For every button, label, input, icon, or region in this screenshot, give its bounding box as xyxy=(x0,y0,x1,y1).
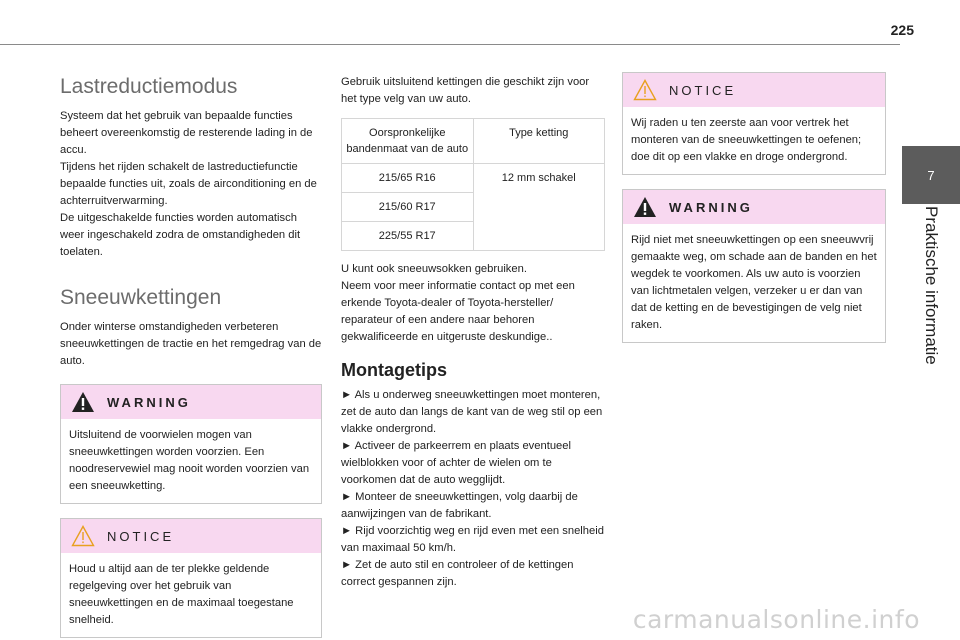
chains-usage-text: Gebruik uitsluitend kettingen die geschikt zijn voor het type velg van uw auto. xyxy=(341,76,590,105)
table-cell-size: 215/65 R16 xyxy=(342,164,474,193)
warning-box-header xyxy=(623,190,885,224)
chapter-title xyxy=(902,205,960,365)
table-cell-chain: 12 mm schakel xyxy=(473,164,605,251)
notice-label: NOTICE xyxy=(669,82,737,98)
load-reduction-text-1: Systeem dat het gebruik van bepaalde functies beheert overeenkomstig de resterende lading in de accu. xyxy=(60,110,313,156)
heading-snow-chains: Sneeuwkettingen xyxy=(60,286,222,309)
heading-mounting-tips: Montagetips xyxy=(341,360,447,380)
warning-triangle-icon xyxy=(71,391,95,413)
snow-chains-intro: Onder winterse omstandigheden verbeteren sneeuwkettingen de tractie en het remgedrag van de auto. xyxy=(60,321,322,367)
warning-text: Rijd niet met sneeuwkettingen op een sneeuwvrij gemaakte weg, om schade aan de banden en het wegdek te voorkomen. Als uw auto is voorzien van lichtmetalen velgen, verzeker u er dan van dat de ketting en de bevestigingen de velg niet raken. xyxy=(631,234,877,331)
list-item: ► Als u onderweg sneeuwkettingen moet monteren, zet de auto dan langs de kant van de weg stil op een vlakke ondergrond. xyxy=(341,389,603,435)
list-item: ► Activeer de parkeerrem en plaats eventueel wielblokken voor of achter de wielen om te voorkomen dat de auto wegglijdt. xyxy=(341,440,571,486)
column-1 xyxy=(60,72,322,638)
chapter-title-text: Praktische informatie xyxy=(922,205,941,365)
snow-socks-text: U kunt ook sneeuwsokken gebruiken. xyxy=(341,263,527,275)
chain-size-table xyxy=(341,118,605,251)
notice-triangle-icon xyxy=(71,525,95,547)
notice-triangle-icon xyxy=(633,79,657,101)
table-cell-size: 225/55 R17 xyxy=(342,222,474,251)
list-item: ► Zet de auto stil en controleer of de kettingen correct gespannen zijn. xyxy=(341,559,574,588)
notice-box-header xyxy=(61,519,321,553)
page-number: 225 xyxy=(890,22,914,38)
load-reduction-text-2: Tijdens het rijden schakelt de lastreductiefunctie bepaalde functies uit, zoals de airconditioning en de achterruitverwarming. xyxy=(60,161,317,207)
table-row xyxy=(342,164,605,193)
warning-box-header xyxy=(61,385,321,419)
top-rule xyxy=(0,44,900,45)
notice-box-regulations xyxy=(60,518,322,638)
watermark: carmanualsonline.info xyxy=(632,605,920,634)
warning-triangle-icon xyxy=(633,196,657,218)
notice-box-practice xyxy=(622,72,886,175)
warning-text: Uitsluitend de voorwielen mogen van sneeuwkettingen worden voorzien. Een noodreservewiel mag nooit worden voorzien van een sneeuwketting. xyxy=(69,429,310,492)
mounting-steps xyxy=(341,387,605,591)
notice-text: Houd u altijd aan de ter plekke geldende regelgeving over het gebruik van sneeuwkettingen en de maximaal toegestane snelheid. xyxy=(69,563,294,626)
notice-text: Wij raden u ten zeerste aan voor vertrek het monteren van de sneeuwkettingen te oefenen; doe dit op een vlakke en droge ondergrond. xyxy=(631,117,862,163)
heading-load-reduction: Lastreductiemodus xyxy=(60,75,238,98)
dealer-contact-text: Neem voor meer informatie contact op met een erkende Toyota-dealer of Toyota-hersteller/ reparateur of een andere naar behoren gekwalificeerde en uitgeruste deskundige.. xyxy=(341,280,575,343)
load-reduction-text-3: De uitgeschakelde functies worden automatisch weer ingeschakeld zodra de omstandigheden dit toelaten. xyxy=(60,212,301,258)
table-header-row xyxy=(342,119,605,164)
table-cell-size: 215/60 R17 xyxy=(342,193,474,222)
list-item: ► Monteer de sneeuwkettingen, volg daarbij de aanwijzingen van de fabrikant. xyxy=(341,491,578,520)
warning-box-front-wheels xyxy=(60,384,322,504)
warning-label: WARNING xyxy=(107,394,191,410)
chapter-tab: 7 xyxy=(902,146,960,204)
table-header-tire-size: Oorspronkelijke bandenmaat van de auto xyxy=(342,119,474,164)
column-3 xyxy=(622,72,886,343)
table-header-chain-type: Type ketting xyxy=(473,119,605,164)
warning-label: WARNING xyxy=(669,199,753,215)
list-item: ► Rijd voorzichtig weg en rijd even met een snelheid van maximaal 50 km/h. xyxy=(341,525,604,554)
warning-box-snow-free-road xyxy=(622,189,886,343)
notice-box-header xyxy=(623,73,885,107)
notice-label: NOTICE xyxy=(107,528,175,544)
column-2 xyxy=(341,72,605,591)
